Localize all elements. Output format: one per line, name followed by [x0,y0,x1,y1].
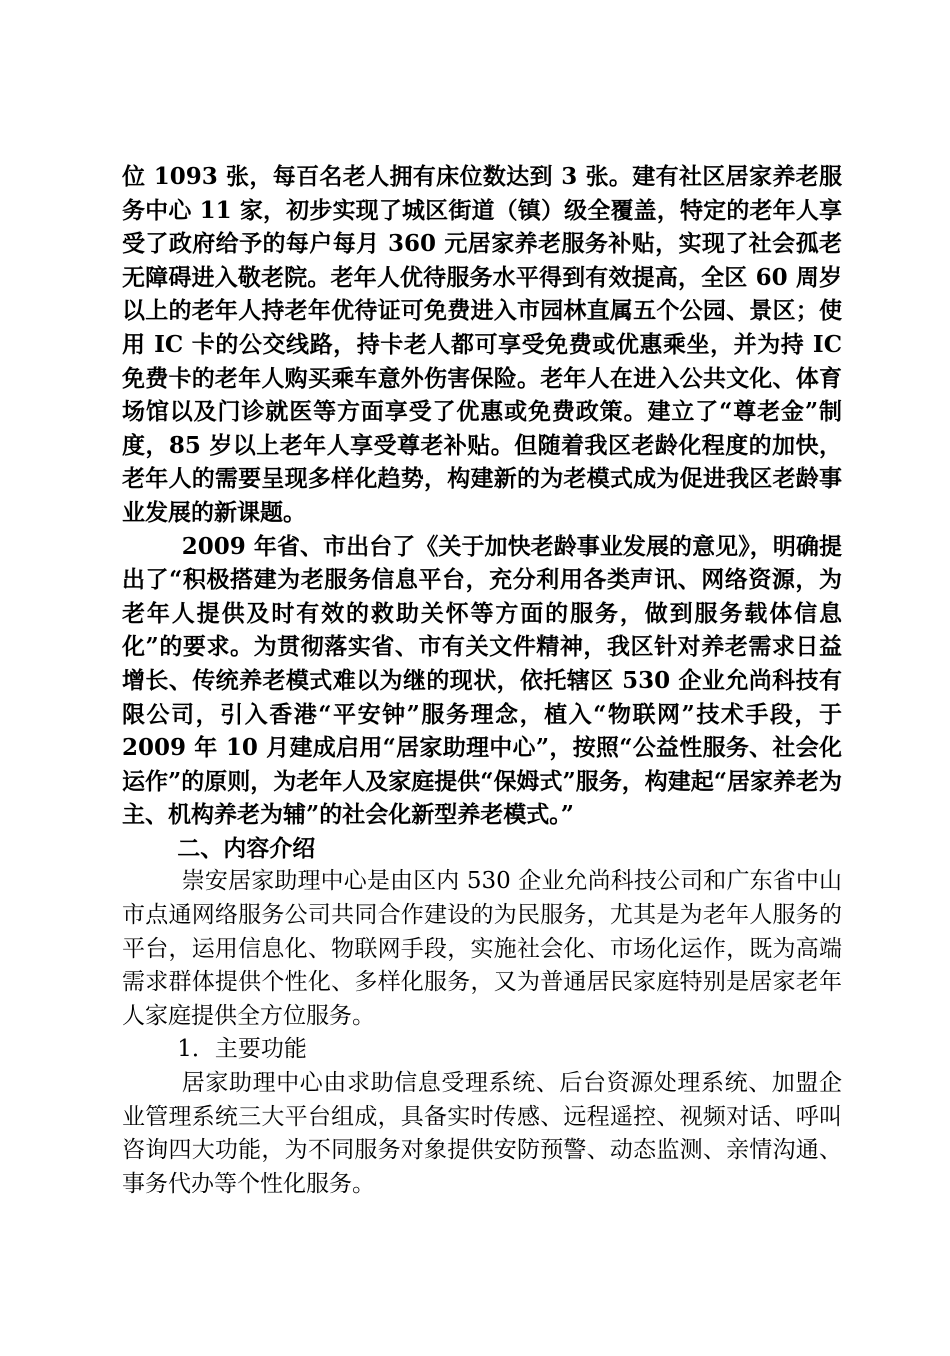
paragraph-2009-policy: 2009 年省、市出台了《关于加快老龄事业发展的意见》，明确提出了“积极搭建为老服务信息平台，充分利用各类声讯、网络资源，为老年人提供及时有效的救助关怀等方面的服务，做到服务载体信息化”的要求。为贯彻落实省、市有关文件精神，我区针对养老需求日益增长、传统养老模式难以为继的现状，依托辖区 530 企业允尚科技有限公司，引入香港“平安钟”服务理念，植入“物联网”技术手段，于 2009 年 10 月建成启用“居家助理中心”，按照“公益性服务、社会化运作”的原则，为老年人及家庭提供“保姆式”服务，构建起“居家养老为主、机构养老为辅”的社会化新型养老模式。” [122,532,842,829]
section-heading-content-intro: 二、内容介绍 [177,834,316,862]
document-body [122,160,842,1201]
paragraph-elderly-care-status: 位 1093 张，每百名老人拥有床位数达到 3 张。建有社区居家养老服务中心 11 家，初步实现了城区街道（镇）级全覆盖，特定的老年人享受了政府给予的每户每月 360 元居家养老服务补贴，实现了社会孤老无障碍进入敬老院。老年人优待服务水平得到有效提高，全区 60 周岁以上的老年人持老年优待证可免费进入市园林直属五个公园、景区；使用 IC 卡的公交线路，持卡老人都可享受免费或优惠乘坐，并为持 IC 免费卡的老年人购买乘车意外伤害保险。老年人在进入公共文化、体育场馆以及门诊就医等方面享受了优惠或免费政策。建立了“尊老金”制度，85 岁以上老年人享受尊老补贴。但随着我区老龄化程度的加快，老年人的需要呈现多样化趋势，构建新的为老模式成为促进我区老龄事业发展的新课题。 [122,163,842,526]
paragraph-main-functions: 居家助理中心由求助信息受理系统、后台资源处理系统、加盟企业管理系统三大平台组成，具备实时传感、远程遥控、视频对话、呼叫咨询四大功能，为不同服务对象提供安防预警、动态监测、亲情沟通、事务代办等个性化服务。 [122,1070,842,1197]
paragraph-center-intro: 崇安居家助理中心是由区内 530 企业允尚科技公司和广东省中山市点通网络服务公司共同合作建设的为民服务，尤其是为老年人服务的平台，运用信息化、物联网手段，实施社会化、市场化运作，既为高端需求群体提供个性化、多样化服务，又为普通居民家庭特别是居家老年人家庭提供全方位服务。 [122,868,842,1029]
subheading-main-functions: 1．主要功能 [177,1036,307,1063]
